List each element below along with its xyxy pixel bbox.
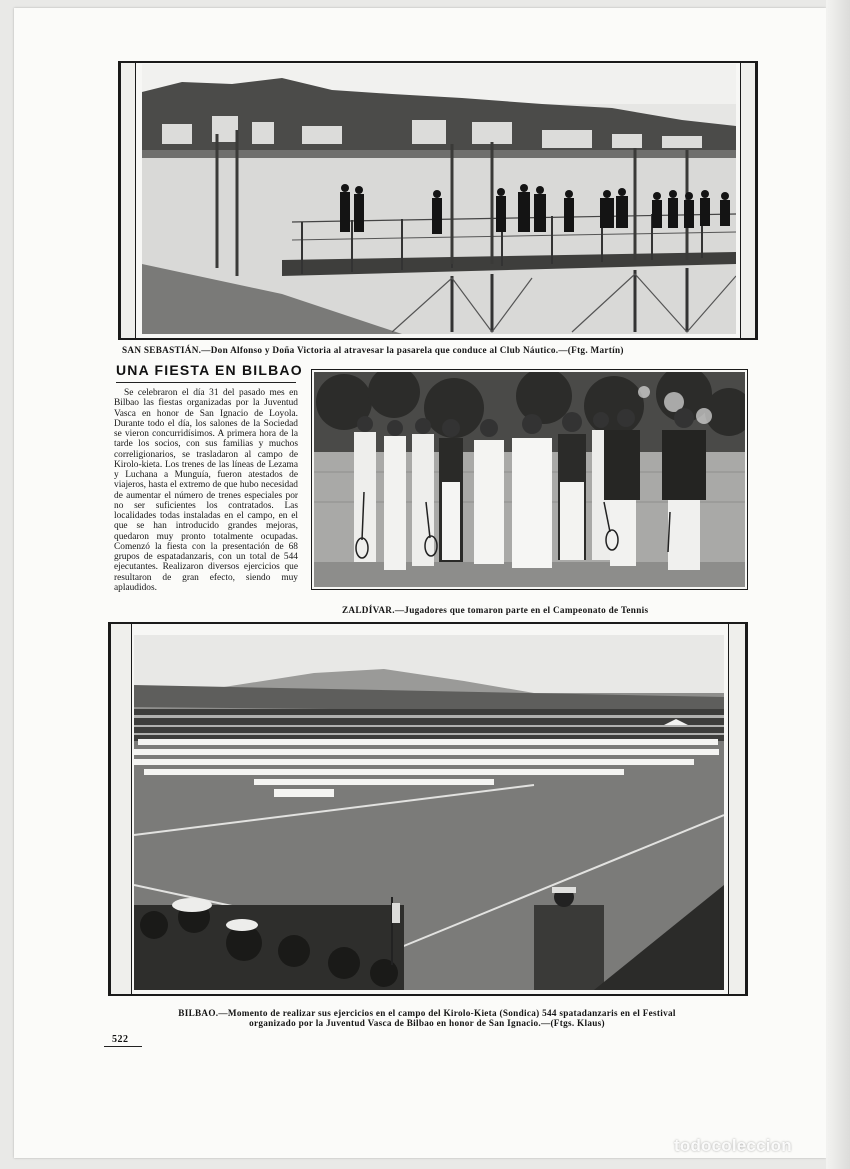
photo-zaldivar-caption: ZALDÍVAR.—Jugadores que tomaron parte en el Campeonato de Tennis <box>342 605 649 615</box>
tennis-players-image <box>314 372 745 587</box>
festival-field-image <box>134 635 724 990</box>
footbridge-scene-image <box>142 64 736 334</box>
photo-zaldivar <box>314 372 745 587</box>
article-body: Se celebraron el día 31 del pasado mes en Bilbao las fiestas organizadas por la Juventud Vasca en honor de San Ignacio de Loyola. Durante todo el día, los salones de la Sociedad se vieron concurridísimos. A primera hora de la tarde los socios, con sus familias y muchos correligionarios, se trasladaron al campo de Kirolo-kieta. Los trenes de las líneas de Lezama y Luchana a Munguía, fueron atestados de viajeros, hasta el extremo de que hubo necesidad de aumentar el número de trenes especiales por no ser suficientes los contratados. Las localidades todas instaladas en el campo, en el que se han introducido grandes mejoras, quedaron muy pronto totalmente ocupadas. Comenzó la fiesta con la presentación de 68 grupos de espatadanzaris, con un total de 544 ejecutantes. Realizaron diversos ejercicios que resultaron de gran efecto, siendo muy aplaudidos. <box>114 388 298 593</box>
article-title: UNA FIESTA EN BILBAO <box>116 362 303 378</box>
page-number: 522 <box>112 1034 129 1045</box>
frame-side-bar-right <box>728 624 746 994</box>
frame-side-bar-right <box>740 63 756 338</box>
page-number-rule <box>104 1046 142 1047</box>
photo-bilbao-caption-line1: BILBAO.—Momento de realizar sus ejercicios en el campo del Kirolo-Kieta (Sondica) 544 spatadanzaris en el Festival <box>178 1008 676 1018</box>
photo-bilbao <box>134 635 724 990</box>
photo-bilbao-caption-line2: organizado por la Juventud Vasca de Bilbao en honor de San Ignacio.—(Ftgs. Klaus) <box>249 1018 605 1028</box>
photo-san-sebastian-caption: SAN SEBASTIÁN.—Don Alfonso y Doña Victoria al atravesar la pasarela que conduce al Club Náutico.—(Ftg. Martín) <box>122 345 624 355</box>
page-edge <box>826 0 850 1169</box>
watermark-logo: todocoleccion <box>674 1136 792 1155</box>
frame-side-bar-left <box>120 63 136 338</box>
title-rule <box>116 382 296 383</box>
photo-san-sebastian <box>142 64 736 334</box>
frame-side-bar-left <box>110 624 132 994</box>
photo-bilbao-caption <box>110 1008 744 1028</box>
